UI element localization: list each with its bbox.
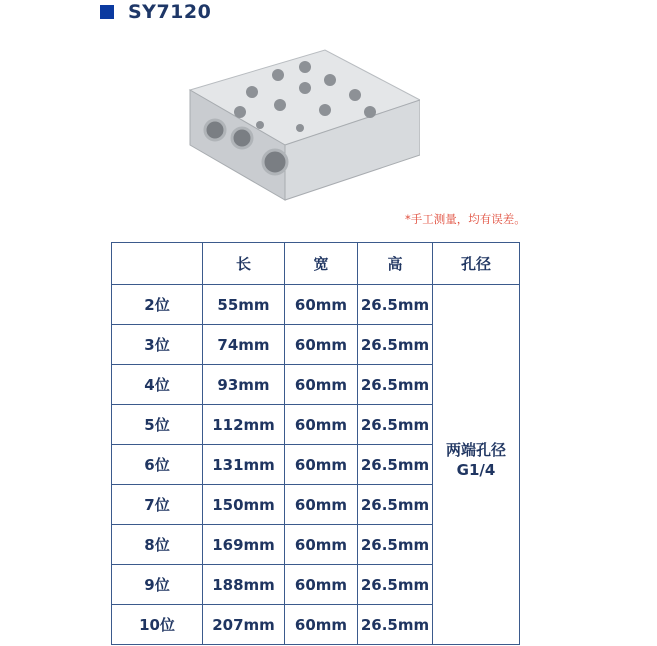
height-cell: 26.5mm	[358, 285, 433, 325]
length-cell: 74mm	[203, 325, 285, 365]
length-cell: 150mm	[203, 485, 285, 525]
length-cell: 188mm	[203, 565, 285, 605]
width-cell: 60mm	[285, 445, 358, 485]
width-cell: 60mm	[285, 365, 358, 405]
length-cell: 207mm	[203, 605, 285, 645]
height-cell: 26.5mm	[358, 325, 433, 365]
spec-table	[111, 242, 520, 645]
width-cell: 60mm	[285, 405, 358, 445]
port-size-line1: 两端孔径	[445, 441, 506, 459]
port-size-line2: G1/4	[456, 461, 496, 479]
position-cell: 5位	[112, 405, 203, 445]
header-port: 孔径	[433, 243, 520, 285]
width-cell: 60mm	[285, 565, 358, 605]
table-row	[112, 285, 520, 325]
position-cell: 10位	[112, 605, 203, 645]
width-cell: 60mm	[285, 285, 358, 325]
length-cell: 55mm	[203, 285, 285, 325]
header-length: 长	[203, 243, 285, 285]
table-header-row	[112, 243, 520, 285]
width-cell: 60mm	[285, 605, 358, 645]
header-height: 高	[358, 243, 433, 285]
position-cell: 7位	[112, 485, 203, 525]
position-cell: 8位	[112, 525, 203, 565]
height-cell: 26.5mm	[358, 485, 433, 525]
height-cell: 26.5mm	[358, 445, 433, 485]
height-cell: 26.5mm	[358, 605, 433, 645]
height-cell: 26.5mm	[358, 405, 433, 445]
product-title: SY7120	[128, 1, 212, 23]
width-cell: 60mm	[285, 525, 358, 565]
length-cell: 93mm	[203, 365, 285, 405]
port-size-cell	[433, 285, 520, 645]
position-cell: 2位	[112, 285, 203, 325]
position-cell: 9位	[112, 565, 203, 605]
length-cell: 112mm	[203, 405, 285, 445]
header-cell	[112, 243, 203, 285]
height-cell: 26.5mm	[358, 525, 433, 565]
height-cell: 26.5mm	[358, 565, 433, 605]
length-cell: 169mm	[203, 525, 285, 565]
length-cell: 131mm	[203, 445, 285, 485]
position-cell: 3位	[112, 325, 203, 365]
position-cell: 6位	[112, 445, 203, 485]
height-cell: 26.5mm	[358, 365, 433, 405]
manifold-block-image	[180, 40, 420, 205]
bullet-square-icon	[100, 5, 114, 19]
position-cell: 4位	[112, 365, 203, 405]
width-cell: 60mm	[285, 485, 358, 525]
width-cell: 60mm	[285, 325, 358, 365]
section-header	[100, 0, 211, 24]
measurement-note: *手工测量，均有误差。	[405, 212, 526, 226]
header-width: 宽	[285, 243, 358, 285]
